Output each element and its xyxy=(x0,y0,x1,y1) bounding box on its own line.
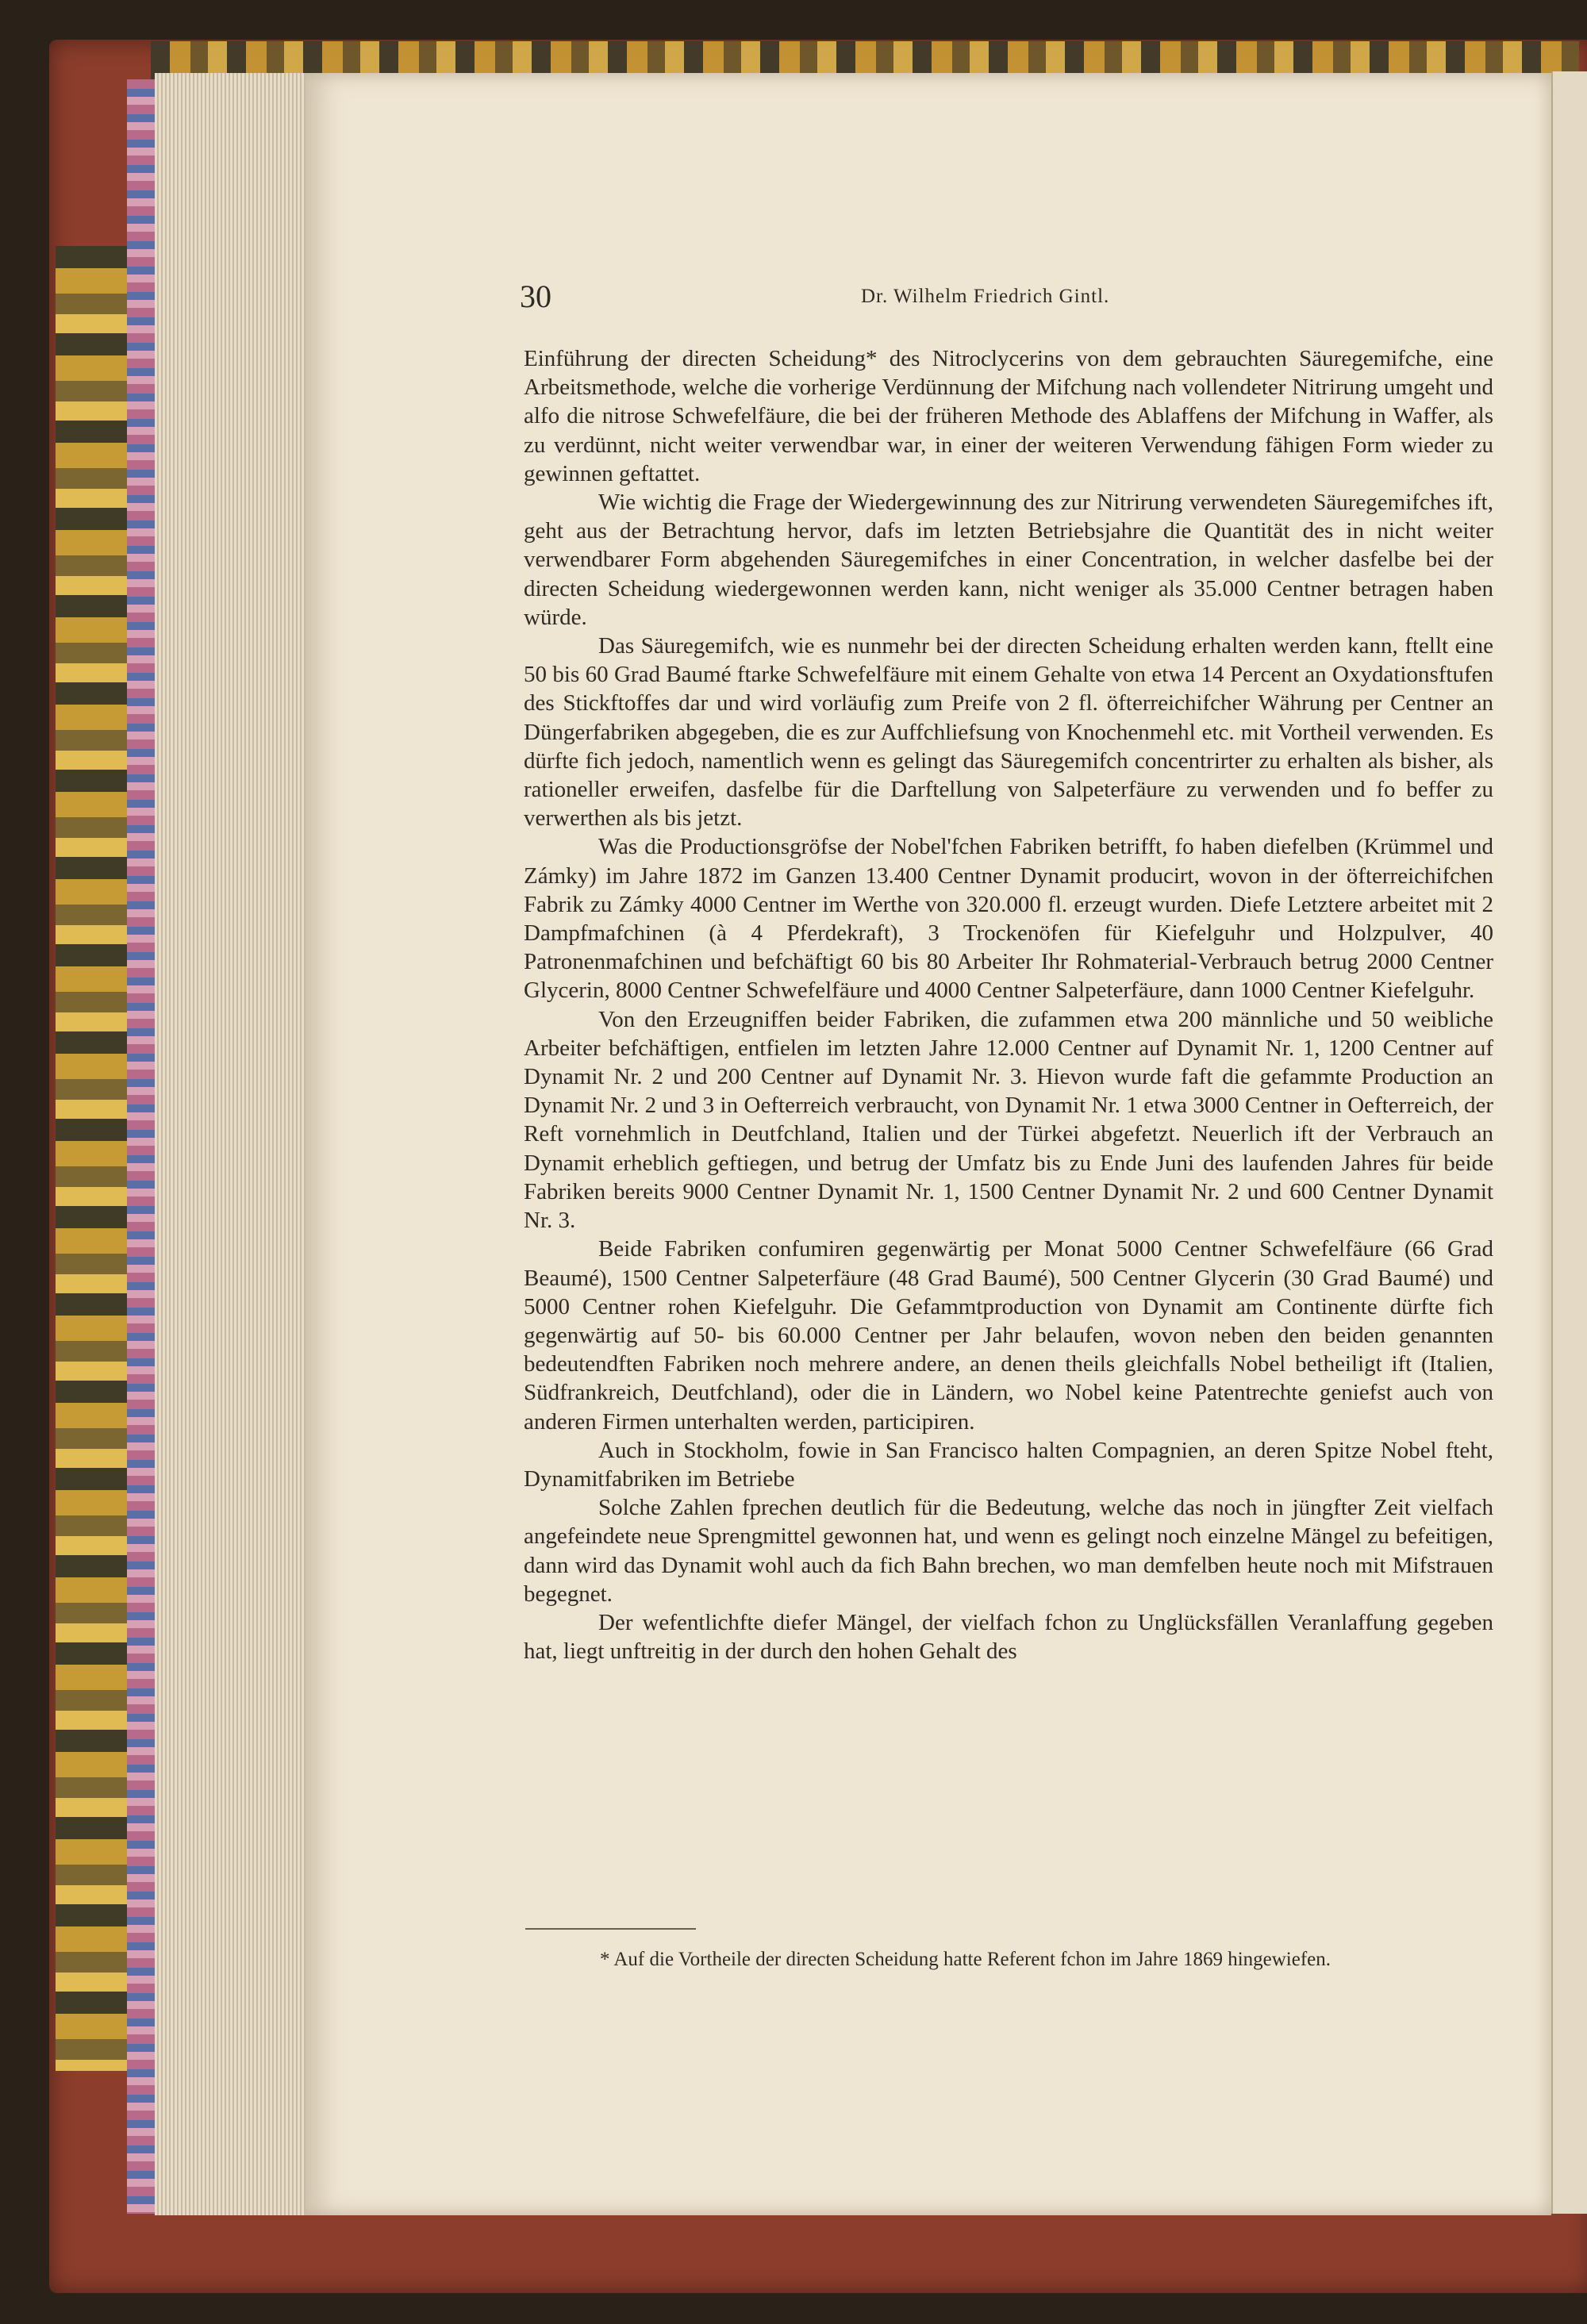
marbled-board-left xyxy=(56,246,127,2071)
paragraph: Einführung der directen Scheidung* des Nitroclycerins von dem gebrauchten Säuregemifche, eine Arbeitsmethode, welche die vorherige Verdünnung der Mifchung nach vollendeter Nitrirung umgeht und alfo die nitrose Schwefelfäure, die bei der früheren Methode des Ablaffens der Mifchung in Waffer, als zu verdünnt, nicht weiter verwendbar war, in einer der weiteren Verwendung fähigen Form wieder zu gewinnen geftattet. xyxy=(524,346,1493,486)
paragraph: Von den Erzeugniffen beider Fabriken, die zufammen etwa 200 männliche und 50 weibliche Arbeiter befchäftigen, entfielen im letzten Jahre 12.000 Centner auf Dynamit Nr. 1, 1200 Centner auf Dynamit Nr. 2 und 200 Centner auf Dynamit Nr. 3. Hievon wurde faft die gefammte Production an Dynamit Nr. 2 und 3 in Oefterreich verbraucht, von Dynamit Nr. 1 etwa 3000 Centner in Oefterreich, der Reft vornehmlich in Deutfchland, Italien und der Türkei abgefetzt. Neuerlich ift der Verbrauch an Dynamit erheblich geftiegen, und betrug der Umfatz bis zu Ende Juni des laufenden Jahres für beide Fabriken bereits 9000 Centner Dynamit Nr. 1, 1500 Centner Dynamit Nr. 2 und 600 Centner Dynamit Nr. 3. xyxy=(524,1006,1493,1234)
body-text xyxy=(524,344,1493,1665)
facing-page-edge xyxy=(1551,71,1587,2214)
page-number: 30 xyxy=(520,278,551,314)
book-page xyxy=(305,73,1551,2215)
paragraph: Was die Productionsgröfse der Nobel'fchen Fabriken betrifft, fo haben diefelben (Krümmel und Zámky) im Jahre 1872 im Ganzen 13.400 Centner Dynamit producirt, wovon in der öfterreichifchen Fabrik zu Zámky 4000 Centner im Werthe von 320.000 fl. erzeugt wurden. Diefe Letztere arbeitet mit 2 Dampfmafchinen (à 4 Pferdekraft), 3 Trockenöfen für Kiefelguhr und Holzpulver, 40 Patronenmafchinen und befchäftigt 60 bis 80 Arbeiter Ihr Rohmaterial-Verbrauch betrug 2000 Centner Glycerin, 8000 Centner Schwefelfäure und 4000 Centner Salpeterfäure, dann 1000 Centner Kiefelguhr. xyxy=(524,834,1493,1004)
running-head: Dr. Wilhelm Friedrich Gintl. xyxy=(861,286,1110,307)
footnote: * Auf die Vortheile der directen Scheidung hatte Referent fchon im Jahre 1869 hingewiefen. xyxy=(600,1949,1331,1970)
footnote-rule xyxy=(525,1928,696,1930)
paragraph: Der wefentlichfte diefer Mängel, der vielfach fchon zu Unglücksfällen Veranlaffung gegeben hat, liegt unftreitig in der durch den hohen Gehalt des xyxy=(524,1609,1493,1665)
paragraph: Wie wichtig die Frage der Wiedergewinnung des zur Nitrirung verwendeten Säuregemifches ift, geht aus der Betrachtung hervor, dafs im letzten Betriebsjahre die Quantität des in nicht weiter verwendbarer Form abgehenden Säuregemifches in einer Concentration, in welcher dasfelbe bei der directen Scheidung wiedergewonnen werden kann, nicht weniger als 35.000 Centner betragen haben würde. xyxy=(524,490,1493,630)
page-block-edges xyxy=(155,73,313,2215)
paragraph: Beide Fabriken confumiren gegenwärtig per Monat 5000 Centner Schwefelfäure (66 Grad Beaumé), 1500 Centner Salpeterfäure (48 Grad Baumé), 500 Centner Glycerin (30 Grad Baumé) und 5000 Centner rohen Kiefelguhr. Die Gefammtproduction von Dynamit am Continente dürfte fich gegenwärtig auf 50- bis 60.000 Centner per Jahr belaufen, wovon neben den beiden genannten bedeutendften Fabriken noch mehrere andere, an denen theils gleichfalls Nobel betheiligt ift (Italien, Südfrankreich, Deutfchland), oder die in Ländern, wo Nobel keine Patentrechte geniefst auch von anderen Firmen unterhalten werden, participiren. xyxy=(524,1236,1493,1435)
paragraph: Auch in Stockholm, fowie in San Francisco halten Compagnien, an deren Spitze Nobel fteht, Dynamitfabriken im Betriebe xyxy=(524,1437,1493,1492)
paragraph: Solche Zahlen fprechen deutlich für die Bedeutung, welche das noch in jüngfter Zeit vielfach angefeindete neue Sprengmittel gewonnen hat, und wenn es gelingt noch einzelne Mängel zu befeitigen, dann wird das Dynamit wohl auch da fich Bahn brechen, wo man demfelben heute noch mit Mifstrauen begegnet. xyxy=(524,1495,1493,1607)
paragraph: Das Säuregemifch, wie es nunmehr bei der directen Scheidung erhalten werden kann, ftellt eine 50 bis 60 Grad Baumé ftarke Schwefelfäure mit einem Gehalte von etwa 14 Percent an Oxydationsftufen des Stickftoffes dar und wird vorläufig zum Preife von 2 fl. öfterreichifcher Währung per Centner an Düngerfabriken abgegeben, die es zur Auffchliefsung von Knochenmehl etc. mit Vortheil verwenden. Es dürfte fich jedoch, namentlich wenn es gelingt das Säuregemifch concentrirter zu erhalten als bisher, als rationeller erweifen, dasfelbe für die Darftellung von Salpeterfäure zu verwenden und fo beffer zu verwerthen als bis jetzt. xyxy=(524,633,1493,832)
marbled-endpaper-edge xyxy=(127,79,155,2214)
